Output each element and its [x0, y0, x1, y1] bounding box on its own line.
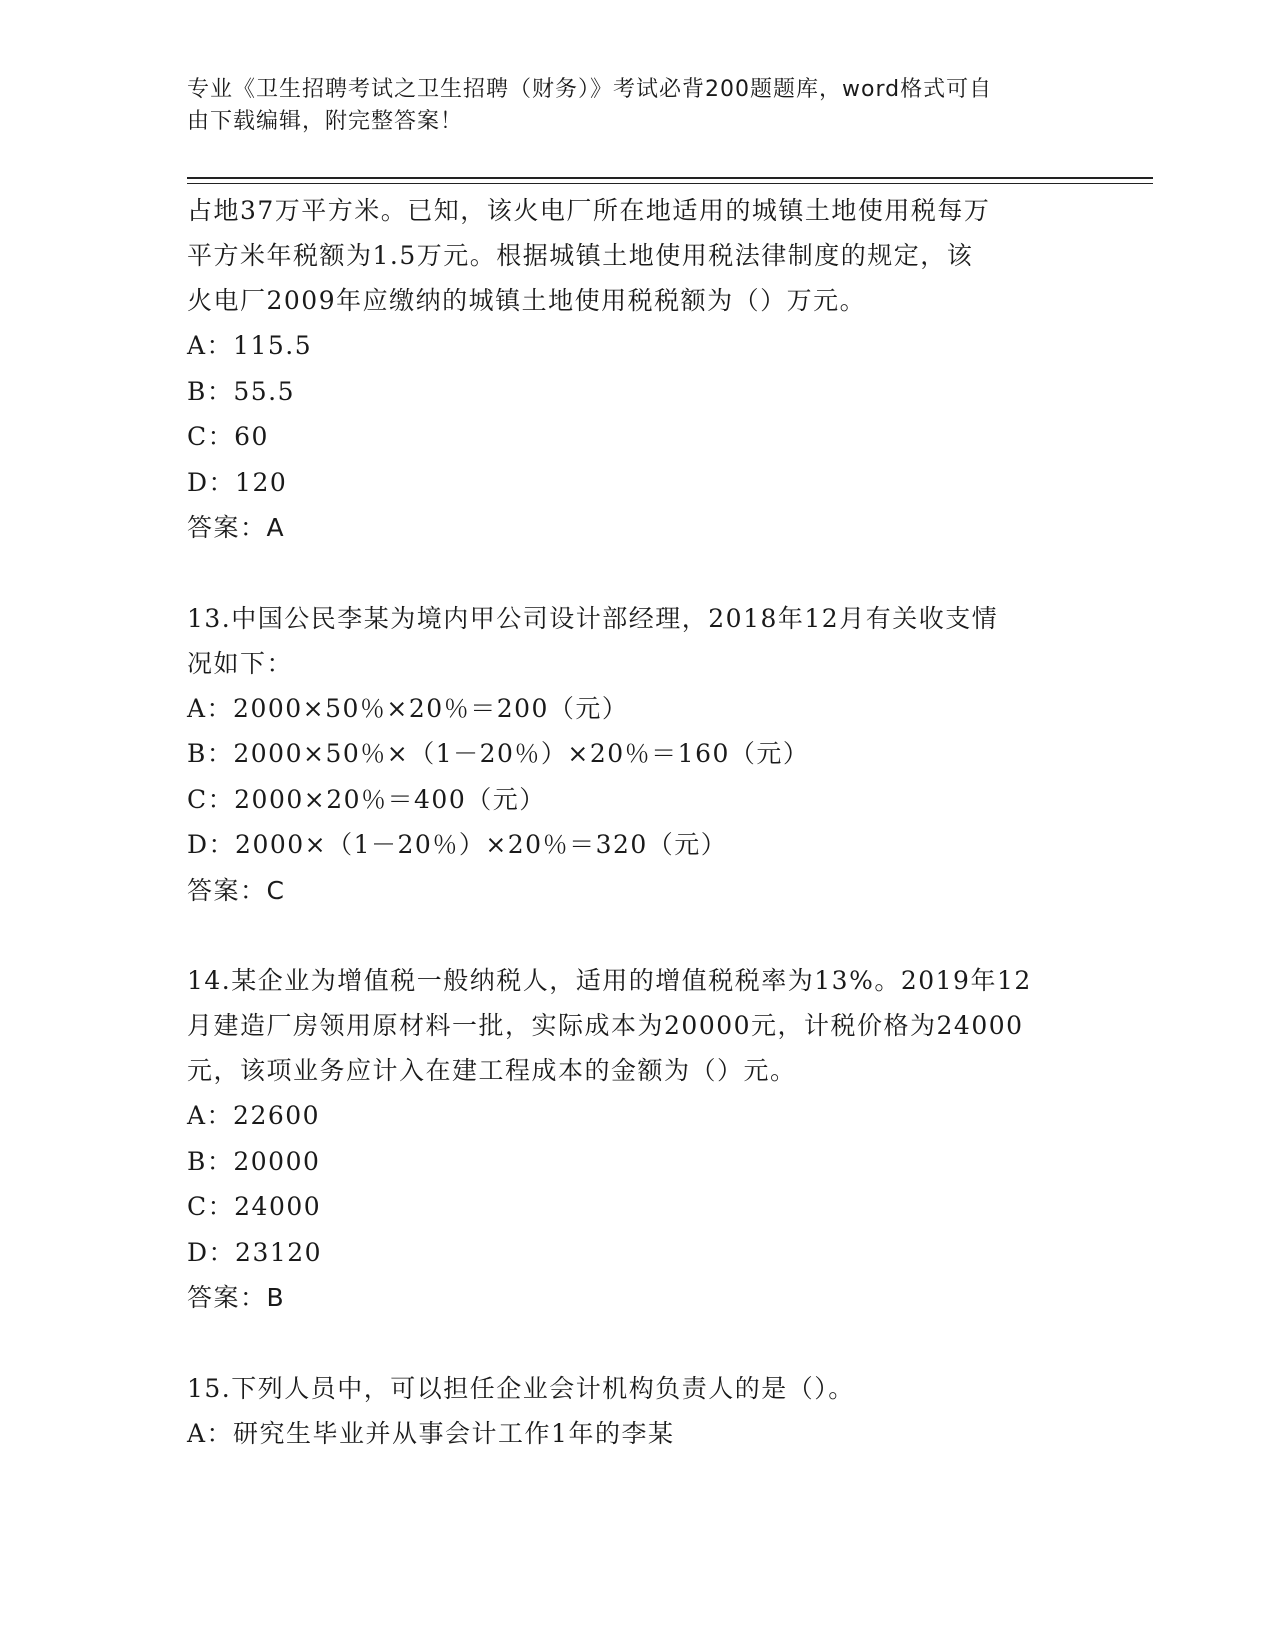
answer-label: 答案：A [187, 513, 286, 542]
question-text-line: 13.中国公民李某为境内甲公司设计部经理，2018年12月有关收支情 [187, 603, 999, 633]
question-15 [187, 1366, 1087, 1457]
option-d: D：120 [187, 467, 288, 497]
question-text-line: 况如下： [187, 648, 294, 678]
question-text-line: 元，该项业务应计入在建工程成本的金额为（）元。 [187, 1056, 797, 1085]
option-d: D：23120 [187, 1237, 323, 1267]
header-line-2: 由下载编辑，附完整答案！ [187, 109, 464, 134]
option-c: C：60 [187, 422, 269, 451]
option-d: D：2000×（1－20％）×20％＝320（元） [187, 830, 728, 859]
option-a: A：2000×50％×20％＝200（元） [187, 693, 629, 723]
question-spacer [187, 551, 1087, 596]
header-divider-thick [187, 177, 1153, 179]
question-spacer [187, 1321, 1087, 1366]
option-c: C：2000×20％＝400（元） [187, 784, 546, 814]
option-a: A：22600 [187, 1101, 321, 1130]
question-text-line: 月建造厂房领用原材料一批，实际成本为20000元，计税价格为24000 [187, 1011, 1024, 1040]
header-divider-thin [187, 183, 1153, 184]
answer-label: 答案：C [187, 875, 286, 905]
question-12 [187, 188, 1087, 551]
question-13 [187, 596, 1087, 914]
answer-label: 答案：B [187, 1283, 286, 1312]
document-header [187, 74, 1067, 138]
option-a: A：115.5 [187, 331, 313, 360]
option-b: B：20000 [187, 1146, 321, 1176]
header-line-1: 专业《卫生招聘考试之卫生招聘（财务）》考试必背200题题库，word格式可自 [187, 77, 993, 102]
question-14 [187, 958, 1087, 1321]
question-text-line: 15.下列人员中，可以担任企业会计机构负责人的是（）。 [187, 1373, 855, 1403]
option-b: B：2000×50％×（1－20％）×20％＝160（元） [187, 739, 810, 768]
question-text-line: 占地37万平方米。已知，该火电厂所在地适用的城镇土地使用税每万 [187, 196, 991, 225]
option-a: A：研究生毕业并从事会计工作1年的李某 [187, 1418, 675, 1448]
question-text-line: 平方米年税额为1.5万元。根据城镇土地使用税法律制度的规定，该 [187, 241, 974, 270]
option-b: B：55.5 [187, 376, 296, 406]
question-spacer [187, 913, 1087, 958]
question-text-line: 火电厂2009年应缴纳的城镇土地使用税税额为（）万元。 [187, 286, 867, 315]
question-content [187, 188, 1087, 1456]
question-text-line: 14.某企业为增值税一般纳税人，适用的增值税税率为13%。2019年12 [187, 966, 1032, 995]
option-c: C：24000 [187, 1192, 322, 1221]
